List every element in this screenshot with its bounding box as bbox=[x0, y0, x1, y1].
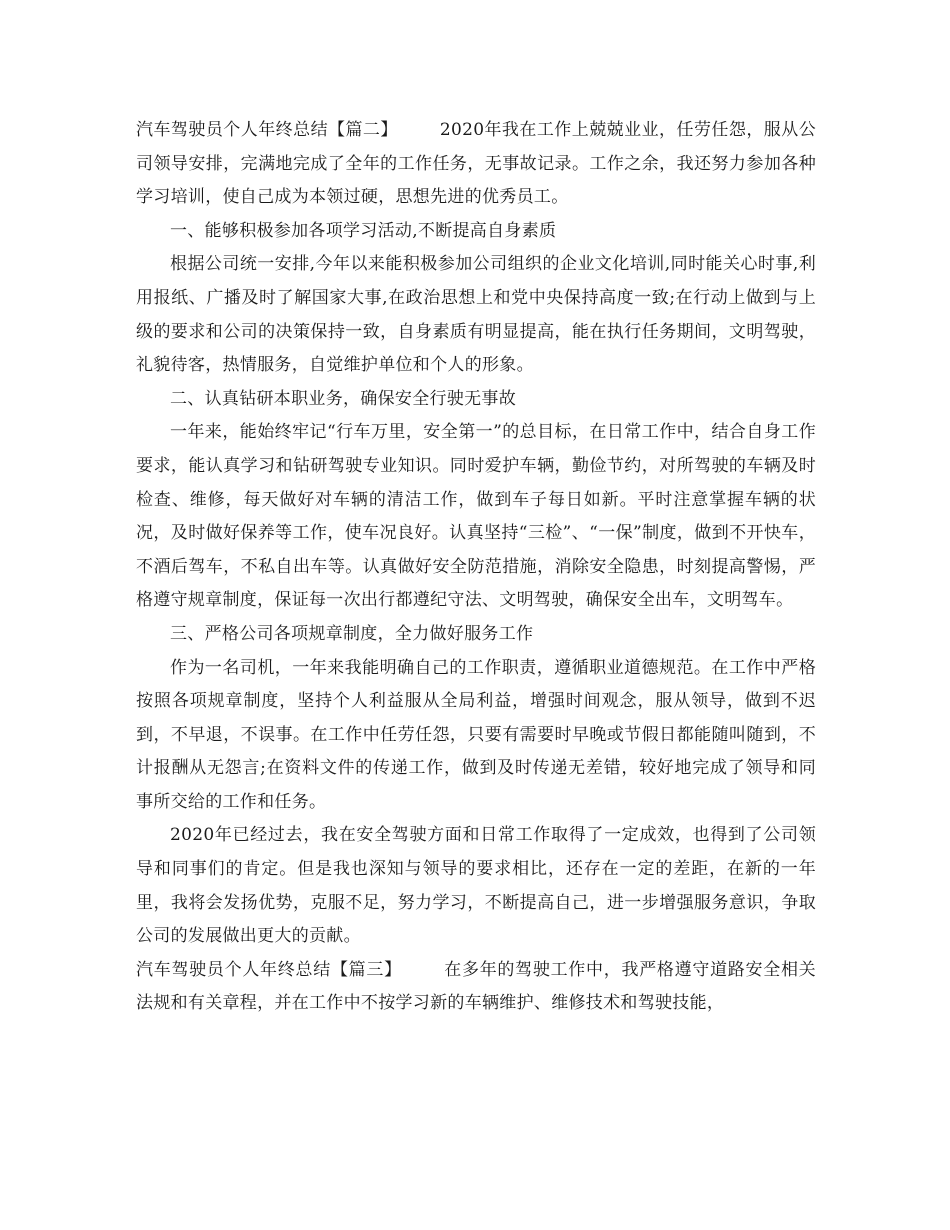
section-3-intro-paragraph bbox=[136, 954, 816, 1021]
heading-1: 一、能够积极参加各项学习活动,不断提高自身素质 bbox=[170, 220, 557, 241]
section-2-intro-text: 2020年我在工作上兢兢业业，任劳任怨，服从公司领导安排，完满地完成了全年的工作任务，无事故记录。工作之余，我还努力参加各种学习培训，使自己成为本领过硬，思想先进的优秀员工。 bbox=[136, 120, 816, 208]
heading-3: 三、严格公司各项规章制度，全力做好服务工作 bbox=[170, 623, 534, 644]
paragraph-2: 一年来，能始终牢记“行车万里，安全第一”的总目标，在日常工作中，结合自身工作要求，能认真学习和钻研驾驶专业知识。同时爱护车辆，勤俭节约，对所驾驶的车辆及时检查、维修，每天做好对车辆的清洁工作，做到车子每日如新。平时注意掌握车辆的状况，及时做好保养等工作，使车况良好。认真坚持“三检”、“一保”制度，做到不开快车，不酒后驾车，不私自出车等。认真做好安全防范措施，消除安全隐患，时刻提高警惕，严格遵守规章制度，保证每一次出行都遵纪守法、文明驾驶，确保安全出车，文明驾车。 bbox=[136, 422, 816, 611]
section-2-intro-paragraph bbox=[136, 114, 816, 215]
section-3-title: 汽车驾驶员个人年终总结【篇三】 bbox=[136, 959, 402, 980]
conclusion-paragraph: 2020年已经过去，我在安全驾驶方面和日常工作取得了一定成效，也得到了公司领导和同事们的肯定。但是我也深知与领导的要求相比，还存在一定的差距，在新的一年里，我将会发扬优势，克服不足，努力学习，不断提高自己，进一步增强服务意识，争取公司的发展做出更大的贡献。 bbox=[136, 825, 816, 947]
paragraph-3: 作为一名司机，一年来我能明确自己的工作职责，遵循职业道德规范。在工作中严格按照各项规章制度，坚持个人利益服从全局利益，增强时间观念，服从领导，做到不迟到，不早退，不误事。在工作中任劳任怨，只要有需要时早晚或节假日都能随叫随到，不计报酬从无怨言;在资料文件的传递工作，做到及时传递无差错，较好地完成了领导和同事所交给的工作和任务。 bbox=[136, 657, 816, 812]
paragraph-1: 根据公司统一安排,今年以来能积极参加公司组织的企业文化培训,同时能关心时事,利用报纸、广播及时了解国家大事,在政治思想上和党中央保持高度一致;在行动上做到与上级的要求和公司的决策保持一致，自身素质有明显提高，能在执行任务期间，文明驾驶，礼貌待客，热情服务，自觉维护单位和个人的形象。 bbox=[136, 254, 816, 376]
heading-2: 二、认真钻研本职业务，确保安全行驶无事故 bbox=[170, 388, 516, 409]
section-3-intro-text: 在多年的驾驶工作中，我严格遵守道路安全相关法规和有关章程，并在工作中不按学习新的车辆维护、维修技术和驾驶技能， bbox=[136, 959, 816, 1014]
document-page bbox=[136, 114, 816, 1021]
section-2-title: 汽车驾驶员个人年终总结【篇二】 bbox=[136, 120, 398, 140]
